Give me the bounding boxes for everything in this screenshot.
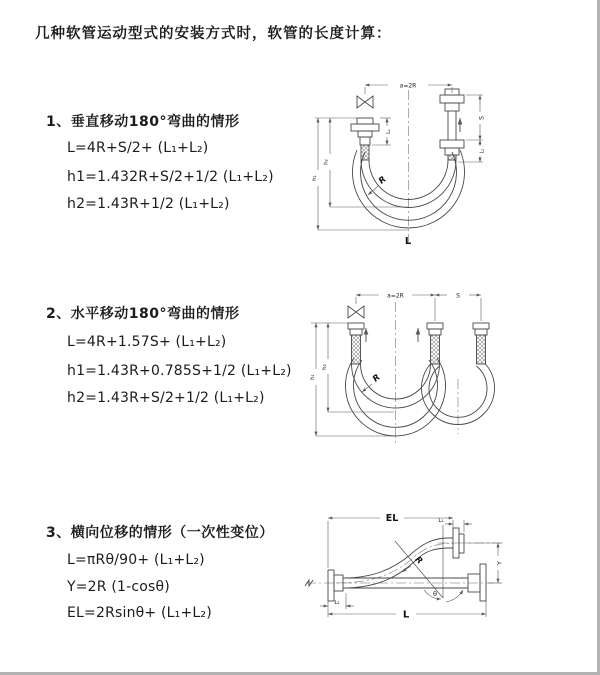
d1-dimension-lines	[315, 82, 483, 230]
section-horizontal-movement	[46, 303, 321, 408]
d1-label-l1: L₁	[386, 129, 392, 134]
d2-dimension-lines	[311, 292, 481, 436]
d1-label-s: S	[478, 116, 486, 120]
d1-label-length: L	[404, 236, 412, 247]
section-lateral-displacement	[46, 522, 321, 627]
formula-line: L=4R+S/2+ (L₁+L₂)	[67, 140, 209, 156]
d1-labels	[312, 83, 486, 248]
d2-flange-right	[473, 323, 489, 364]
formula-line: EL=2Rsinθ+ (L₁+L₂)	[67, 605, 212, 621]
formula-line: L=4R+1.57S+ (L₁+L₂)	[67, 334, 227, 350]
d1-label-l2: L₂	[479, 148, 486, 154]
d1-label-h1: h₁	[312, 175, 318, 181]
d1-label-h2: h₂	[323, 159, 330, 165]
formula-line: h1=1.43R+0.785S+1/2 (L₁+L₂)	[67, 363, 292, 379]
diagram-lateral-displacement	[298, 498, 566, 654]
diagram-vertical-180-bend	[312, 74, 536, 258]
formula-line: h2=1.43R+1/2 (L₁+L₂)	[67, 196, 230, 212]
formula-line: h2=1.43R+S/2+1/2 (L₁+L₂)	[67, 390, 265, 406]
d3-dimension-lines	[320, 518, 502, 617]
valve-icon	[357, 96, 373, 108]
d3-label-radius: R	[412, 554, 425, 567]
formula-line: Y=2R (1-cosθ)	[67, 579, 170, 595]
section-2-heading: 2、水平移动180°弯曲的情形	[46, 306, 240, 322]
section-3-heading: 3、横向位移的情形（一次性变位）	[46, 525, 274, 541]
d3-label-y: Y	[495, 561, 504, 565]
d1-label-a2r: a=2R	[399, 82, 417, 90]
diagram-horizontal-180-bend	[308, 284, 545, 460]
d2-label-s: S	[456, 292, 460, 300]
d3-label-l2: L₂	[334, 600, 340, 606]
d2-label-radius: R	[370, 372, 383, 385]
d3-label-l1: L₁	[438, 518, 444, 524]
d2-label-a2r: a=2R	[387, 292, 404, 300]
d3-label-theta: θ	[433, 590, 437, 598]
d3-centerlines	[305, 543, 504, 586]
d2-label-h1: h₁	[309, 374, 316, 380]
d3-hose-drawing	[328, 525, 486, 602]
formula-line: L=πRθ/90+ (L₁+L₂)	[67, 552, 205, 568]
valve-icon	[348, 306, 364, 318]
d3-label-el: EL	[385, 513, 399, 524]
d2-flange-middle	[427, 323, 443, 364]
section-1-heading: 1、垂直移动180°弯曲的情形	[46, 114, 240, 130]
d3-labels	[334, 513, 503, 621]
page-title: 几种软管运动型式的安装方式时，软管的长度计算：	[35, 26, 392, 42]
section-vertical-movement	[46, 111, 321, 216]
d1-label-radius: R	[376, 174, 389, 187]
d3-label-l: L	[402, 609, 410, 621]
formula-line: h1=1.432R+S/2+1/2 (L₁+L₂)	[67, 169, 274, 185]
d2-flange-left	[348, 323, 364, 364]
d2-hose-drawing	[346, 306, 495, 436]
d2-label-h2: h₂	[321, 364, 328, 370]
